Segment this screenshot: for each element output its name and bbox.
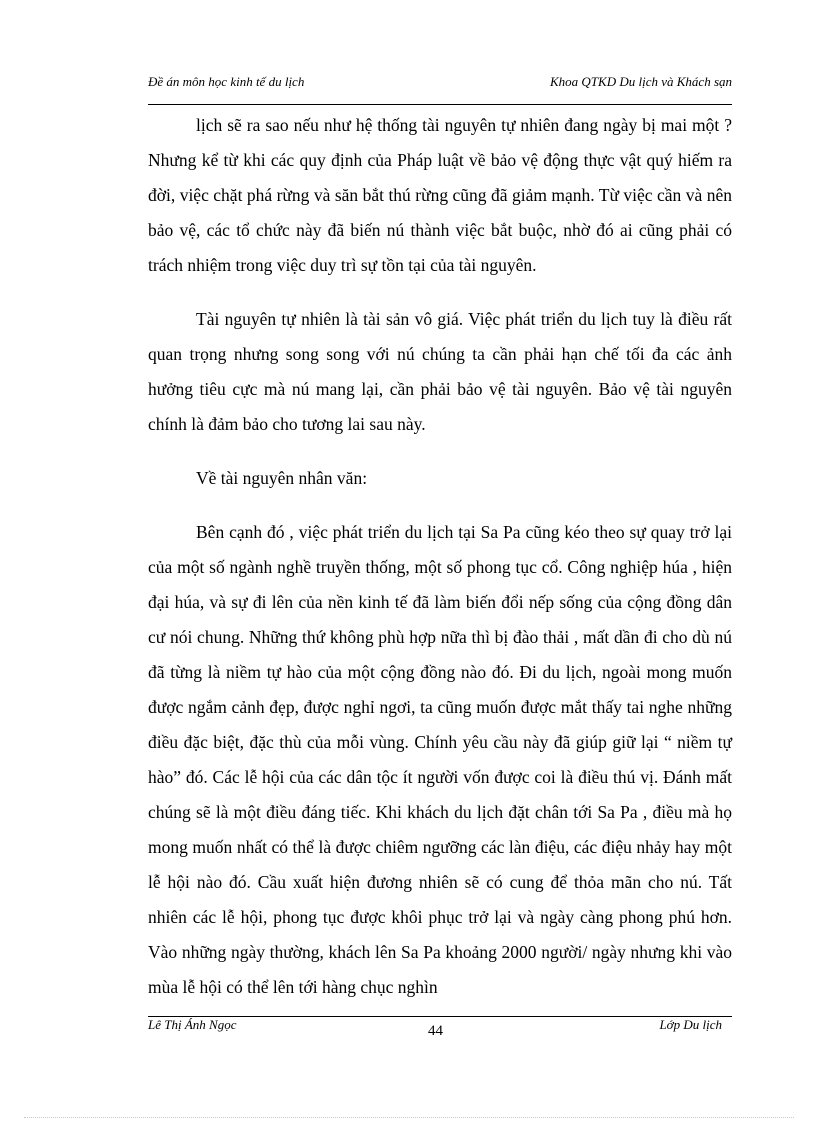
paragraph-sapa-traditions: Bên cạnh đó , việc phát triển du lịch tại Sa Pa cũng kéo theo sự quay trở lại của một số ngành nghề truyền thống, một số phong tục cổ. Công nghiệp húa , hiện đại húa, và sự đi lên của nền kinh tế đã làm biến đổi nếp sống của cộng đồng dân cư nói chung. Những thứ không phù hợp nữa thì bị đào thải , mất dần đi cho dù nú đã từng là niềm tự hào của một cộng đồng nào đó. Đi du lịch, ngoài mong muốn được ngắm cảnh đẹp, được nghỉ ngơi, ta cũng muốn được mắt thấy tai nghe những điều đặc biệt, đặc thù của mỗi vùng. Chính yêu cầu này đã giúp giữ lại “ niềm tự hào” đó. Các lễ hội của các dân tộc ít người vốn được coi là điều thú vị. Đánh mất chúng sẽ là một điều đáng tiếc. Khi khách du lịch đặt chân tới Sa Pa , điều mà họ mong muốn nhất có thể là được chiêm ngưỡng các làn điệu, các điệu nhảy hay một lễ hội nào đó. Cầu xuất hiện đương nhiên sẽ có cung để thỏa mãn cho nú. Tất nhiên các lễ hội, phong tục được khôi phục trở lại và ngày càng phong phú hơn. Vào những ngày thường, khách lên Sa Pa khoảng 2000 người/ ngày nhưng khi vào mùa lễ hội có thể lên tới hàng chục nghìn	[148, 522, 732, 997]
header-divider	[148, 104, 732, 105]
footer-class: Lớp Du lịch	[659, 1017, 722, 1032]
footer-author: Lê Thị Ánh Ngọc	[148, 1017, 237, 1032]
document-body	[148, 108, 732, 1005]
header-faculty: Khoa QTKD Du lịch và Khách sạn	[550, 74, 732, 89]
page-bottom-border	[24, 1117, 794, 1118]
header-course-title: Đề án môn học kinh tế du lịch	[148, 74, 305, 89]
page-number: 44	[428, 1023, 443, 1039]
paragraph-natural-resources-protection: lịch sẽ ra sao nếu như hệ thống tài nguyên tự nhiên đang ngày bị mai một ? Nhưng kể từ khi các quy định của Pháp luật về bảo vệ động thực vật quý hiếm ra đời, việc chặt phá rừng và săn bắt thú rừng cũng đã giảm mạnh. Từ việc cần và nên bảo vệ, các tổ chức này đã biến nú thành việc bắt buộc, nhờ đó ai cũng phải có trách nhiệm trong việc duy trì sự tồn tại của tài nguyên.	[148, 115, 732, 275]
section-heading-cultural-resources: Về tài nguyên nhân văn:	[196, 468, 368, 488]
page-header	[148, 74, 732, 94]
paragraph-natural-resources-value: Tài nguyên tự nhiên là tài sản vô giá. Việc phát triển du lịch tuy là điều rất quan trọng nhưng song song với nú chúng ta cần phải hạn chế tối đa các ảnh hưởng tiêu cực mà nú mang lại, cần phải bảo vệ tài nguyên. Bảo vệ tài nguyên chính là đảm bảo cho tương lai sau này.	[148, 309, 732, 434]
page-footer	[148, 1017, 732, 1047]
